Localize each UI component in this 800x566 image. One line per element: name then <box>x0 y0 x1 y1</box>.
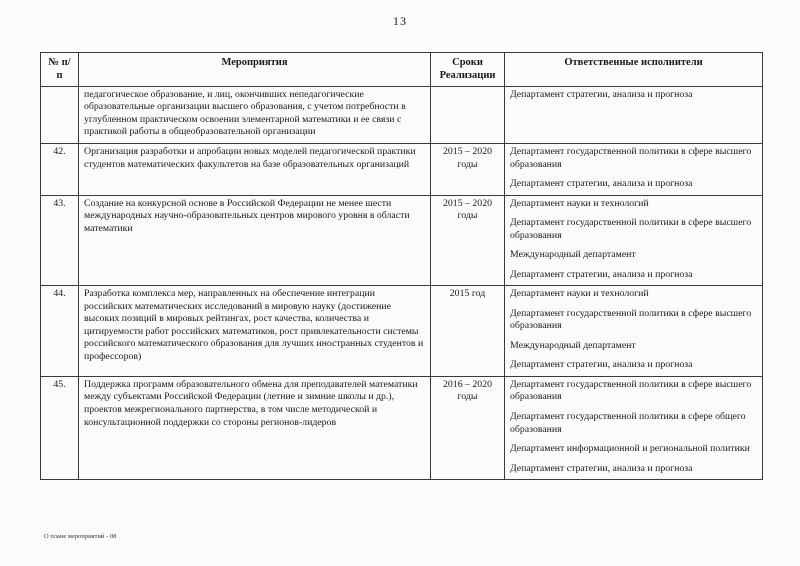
table-body <box>41 86 763 479</box>
responsible-item: Департамент науки и технологий <box>510 288 649 300</box>
responsible-item: Департамент стратегии, анализа и прогноза <box>510 178 693 190</box>
header-num: № п/п <box>41 53 79 87</box>
header-responsible: Ответственные исполнители <box>505 53 763 87</box>
responsible-item: Департамент стратегии, анализа и прогноза <box>510 268 693 280</box>
responsible-item: Департамент государственной политики в сфере высшего образования <box>510 307 752 332</box>
table-row <box>41 144 763 196</box>
responsible-item: Международный департамент <box>510 339 636 351</box>
responsible-item: Департамент государственной политики в сфере общего образования <box>510 410 746 435</box>
row-activity: Поддержка программ образовательного обмена для преподавателей математики между субъектами Российской Федерации (летние и зимние школы и др.), проектов межрегионального партнерства, в том числе методической и консультационной поддержки со стороны регионов-лидеров <box>79 376 431 479</box>
responsible-item: Департамент государственной политики в сфере высшего образования <box>510 146 752 170</box>
responsible-item: Департамент информационной и региональной политики <box>510 443 750 455</box>
page-number: 13 <box>393 14 407 28</box>
row-responsible <box>505 195 763 286</box>
table-row <box>41 195 763 286</box>
row-number: 42. <box>41 144 79 196</box>
row-responsible <box>505 376 763 479</box>
row-number <box>41 86 79 143</box>
plan-table <box>40 52 763 480</box>
row-period: 2016 – 2020 годы <box>431 376 505 479</box>
row-responsible <box>505 86 763 143</box>
row-period: 2015 год <box>431 286 505 377</box>
row-responsible <box>505 286 763 377</box>
row-activity: Разработка комплекса мер, направленных на обеспечение интеграции российских математических исследований в мировую науку (достижение высоких позиций в мировых рейтингах, рост качества, количества и цитируемости работ российских математиков, рост привлекательности системы российского математического образования для лучших иностранных студентов и профессоров) <box>79 286 431 377</box>
responsible-item: Департамент науки и технологий <box>510 197 649 209</box>
row-activity: педагогическое образование, и лиц, окончивших непедагогические образовательные организации высшего образования, с учетом потребности в углубленном практическом освоении элементарной математики и ее связи с практикой работы в общеобразовательной организации <box>79 86 431 143</box>
row-responsible <box>505 144 763 196</box>
row-period: 2015 – 2020 годы <box>431 195 505 286</box>
footer-note: О плане мероприятий - 08 <box>44 533 117 540</box>
table-row <box>41 86 763 143</box>
row-number: 45. <box>41 376 79 479</box>
header-activity: Мероприятия <box>79 53 431 87</box>
row-activity: Организация разработки и апробации новых моделей педагогической практики студентов математических факультетов на базе образовательных организаций <box>79 144 431 196</box>
table-header-row <box>41 53 763 87</box>
responsible-item: Департамент стратегии, анализа и прогноза <box>510 462 693 474</box>
row-activity: Создание на конкурсной основе в Российской Федерации не менее шести международных научно-образовательных центров мирового уровня в области математики <box>79 195 431 286</box>
responsible-item: Департамент стратегии, анализа и прогноза <box>510 359 693 371</box>
responsible-item: Департамент государственной политики в сфере высшего образования <box>510 378 752 403</box>
responsible-item: Департамент государственной политики в сфере высшего образования <box>510 217 752 241</box>
row-period: 2015 – 2020 годы <box>431 144 505 196</box>
header-period: Сроки Реализации <box>431 53 505 87</box>
row-number: 44. <box>41 286 79 377</box>
table-header <box>41 53 763 87</box>
table-row <box>41 376 763 479</box>
row-number: 43. <box>41 195 79 286</box>
table-row <box>41 286 763 377</box>
responsible-item: Международный департамент <box>510 249 636 261</box>
row-period <box>431 86 505 143</box>
responsible-item: Департамент стратегии, анализа и прогноза <box>510 88 693 100</box>
